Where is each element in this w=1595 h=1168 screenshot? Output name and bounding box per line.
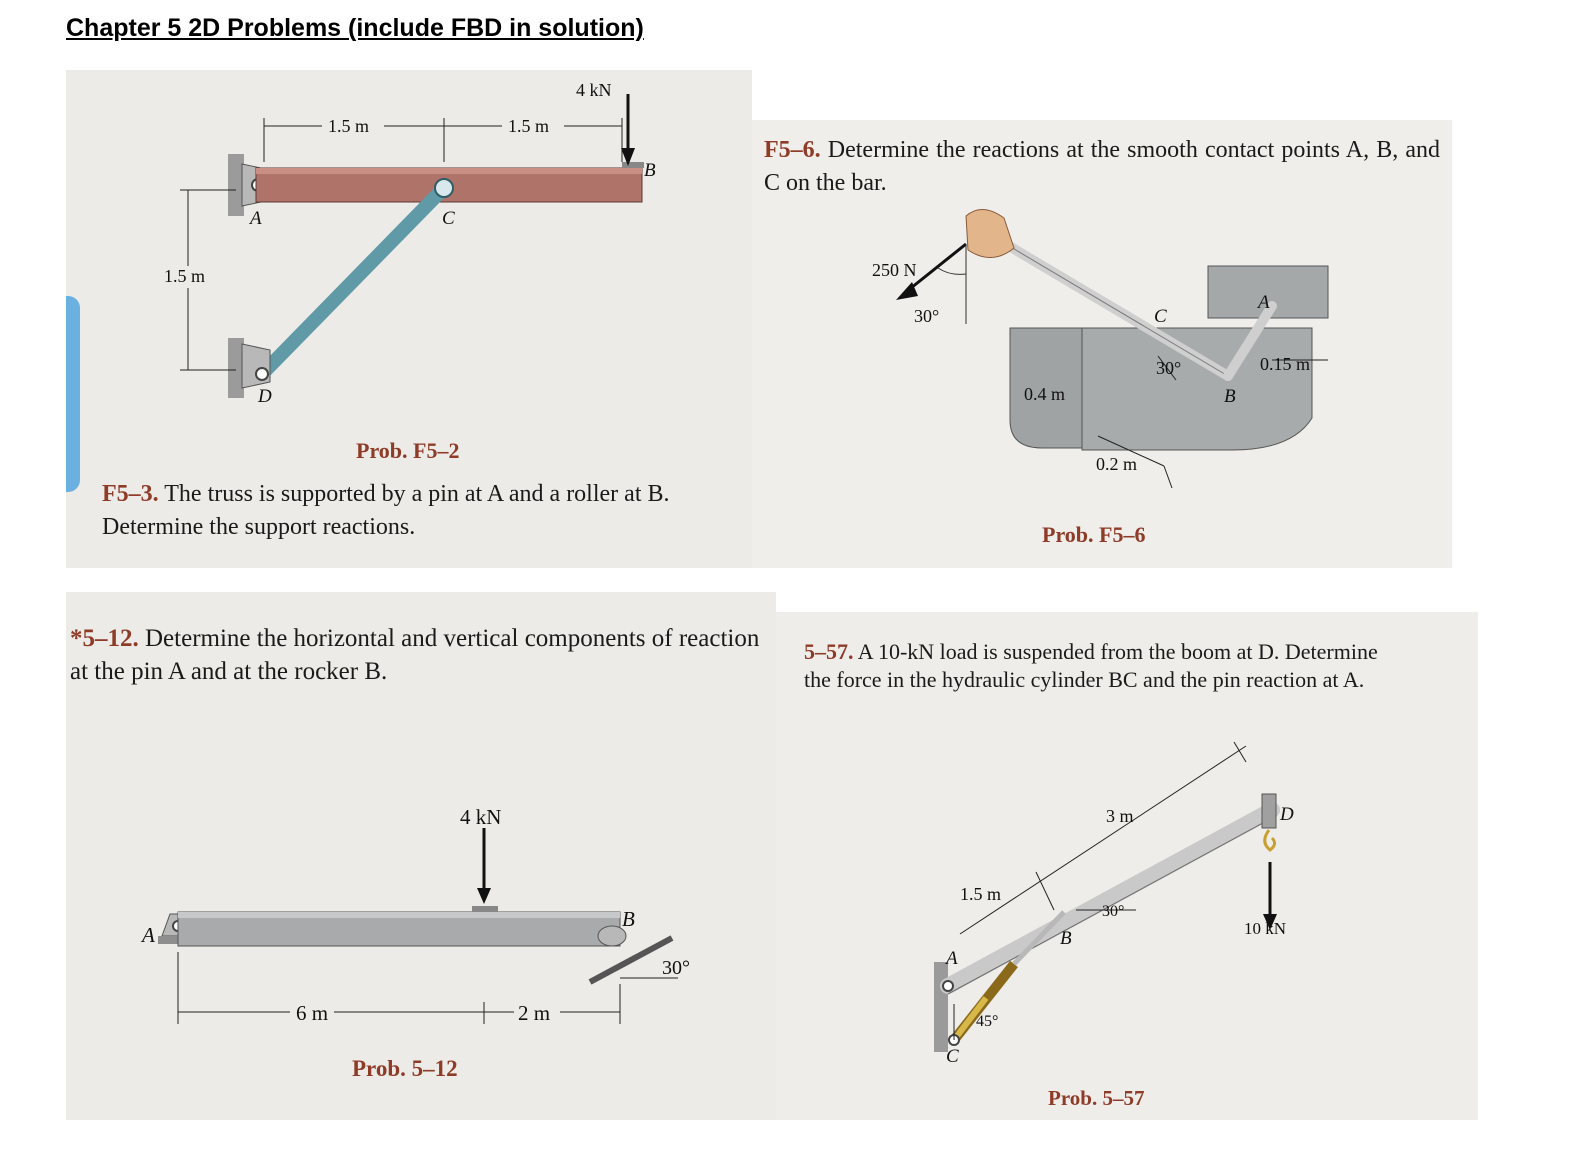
pin-c	[435, 179, 453, 197]
load-arrow-head	[477, 888, 491, 904]
angle-label-30: 30°	[1102, 903, 1125, 920]
roller-b	[622, 162, 644, 168]
force-angle-label: 30°	[914, 306, 940, 326]
dim-label-02: 0.2 m	[1096, 454, 1138, 474]
problem-number-5-12: *5–12.	[70, 625, 139, 652]
dim-label-left: 6 m	[296, 1001, 329, 1025]
dim-label-right: 1.5 m	[508, 116, 550, 136]
figure-f5-6	[752, 120, 1452, 568]
load-label: 10 kN	[1244, 919, 1287, 938]
caption-f5-2: Prob. F5–2	[356, 438, 460, 463]
angle-label-45: 45°	[976, 1013, 999, 1030]
point-label-a: A	[250, 208, 262, 229]
force-label: 250 N	[872, 260, 917, 280]
point-label-a: A	[946, 948, 958, 969]
hook-icon	[1265, 830, 1275, 850]
problem-text-5-12: Determine the horizontal and vertical components of reaction at the pin A and at the rocker B.	[70, 625, 760, 685]
pin-bracket-d	[242, 344, 270, 388]
point-label-b: B	[1060, 928, 1072, 949]
panel-prob-f5-2	[66, 70, 752, 568]
point-label-c: C	[946, 1046, 959, 1067]
force-angle-arc	[938, 268, 966, 274]
point-label-d: D	[258, 386, 272, 407]
load-plate	[472, 906, 498, 912]
c-angle-label: 30°	[1156, 358, 1182, 378]
dim-label-3m: 3 m	[1106, 806, 1134, 826]
problem-number-5-57: 5–57.	[804, 639, 854, 664]
point-label-c: C	[442, 208, 455, 229]
figure-5-57	[776, 612, 1478, 1120]
hook-bracket	[1262, 794, 1276, 828]
panel-prob-f5-6	[752, 120, 1452, 568]
pin-a	[943, 981, 953, 991]
wall-support	[934, 962, 948, 1052]
page-heading: Chapter 5 2D Problems (include FBD in solution)	[66, 14, 644, 42]
dim-label-vertical: 1.5 m	[164, 266, 206, 286]
dim-label-15m: 1.5 m	[960, 884, 1002, 904]
load-label: 4 kN	[576, 80, 612, 100]
load-label: 4 kN	[460, 805, 502, 829]
angle-label: 30°	[662, 957, 690, 979]
problem-text-f5-3: The truss is supported by a pin at A and a roller at B. Determine the support reactions.	[102, 481, 670, 540]
problem-text-f5-6: Determine the reactions at the smooth contact points A, B, and C on the bar.	[764, 137, 1441, 196]
caption-f5-6: Prob. F5–6	[1042, 522, 1146, 547]
dim-label-left: 1.5 m	[328, 116, 370, 136]
problem-number-f5-6: F5–6.	[764, 137, 821, 163]
point-label-c: C	[1154, 306, 1167, 327]
beam-highlight	[178, 912, 620, 918]
point-label-a: A	[142, 923, 155, 947]
panel-prob-5-12	[66, 592, 776, 1120]
point-label-a: A	[1258, 292, 1270, 313]
container-body	[1082, 328, 1312, 450]
dim-tick-end	[1234, 742, 1246, 762]
point-label-b: B	[622, 907, 635, 931]
member-cd	[262, 188, 444, 374]
dim-label-015: 0.15 m	[1260, 354, 1311, 374]
point-label-b: B	[644, 160, 656, 181]
caption-5-57: Prob. 5–57	[1048, 1086, 1145, 1110]
point-label-d: D	[1280, 804, 1294, 825]
dim-label-right: 2 m	[518, 1001, 551, 1025]
problem-text-5-57: A 10-kN load is suspended from the boom at D. Determine the force in the hydraulic cylinder BC and the pin reaction at A.	[804, 639, 1378, 692]
caption-5-12: Prob. 5–12	[352, 1056, 458, 1081]
point-label-b: B	[1224, 386, 1236, 407]
dim-ext-02	[1164, 466, 1172, 488]
dim-label-04: 0.4 m	[1024, 384, 1066, 404]
panel-prob-5-57	[776, 612, 1478, 1120]
problem-f5-3	[102, 478, 742, 544]
figure-5-12	[66, 592, 776, 1120]
problem-number-f5-3: F5–3.	[102, 481, 159, 507]
hand-icon	[966, 209, 1014, 257]
beam-highlight	[256, 168, 642, 174]
page-side-tab	[66, 296, 80, 492]
pin-d	[256, 368, 268, 380]
